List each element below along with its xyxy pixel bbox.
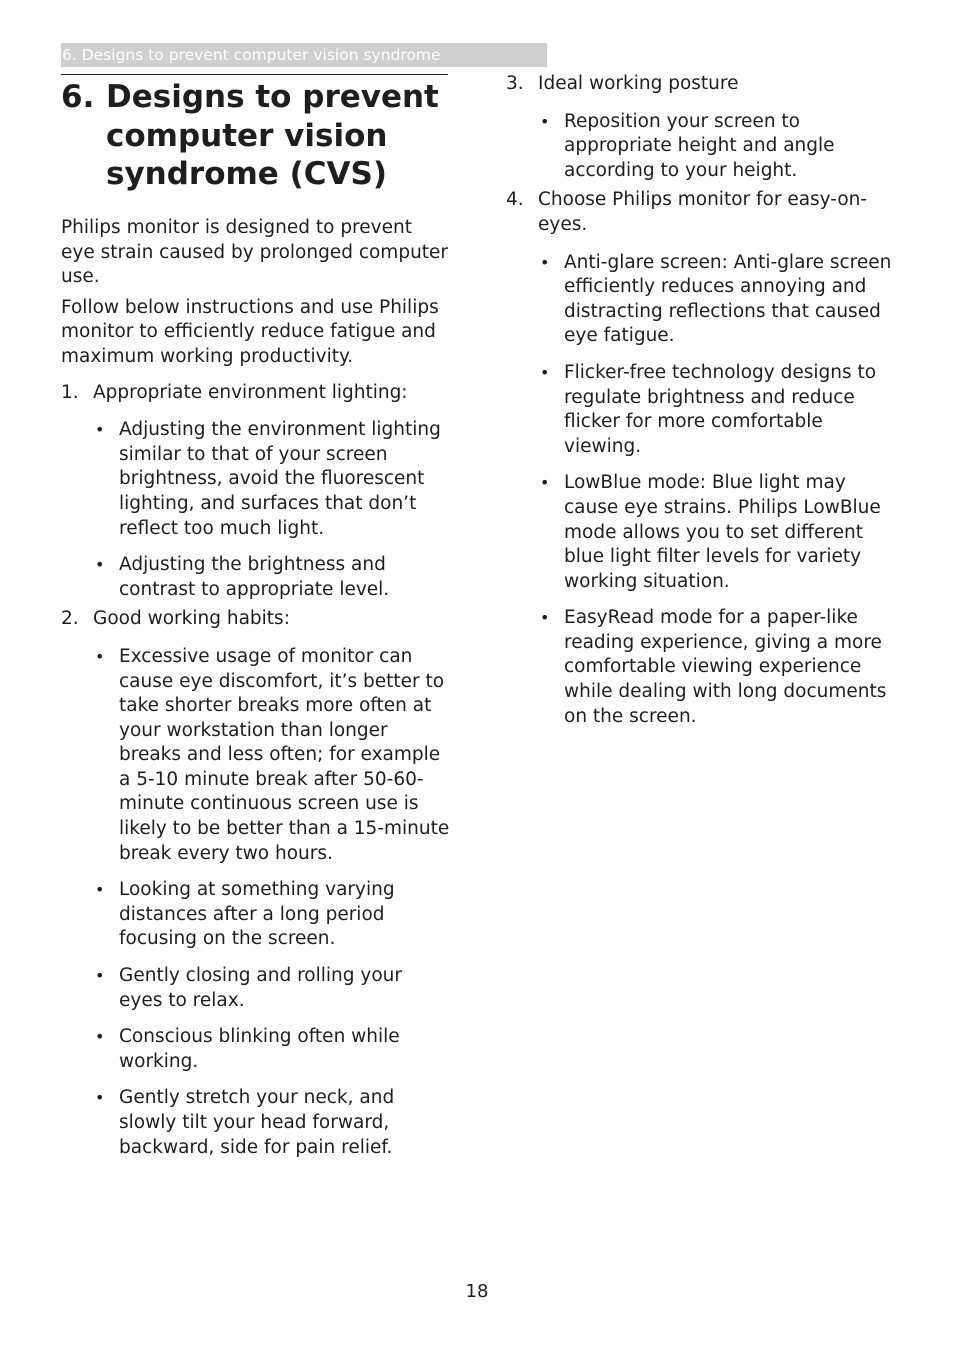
bullet-item [506, 471, 898, 594]
bullet-icon: • [540, 608, 550, 628]
bullet-text: Adjusting the brightness and contrast to appropriate level. [119, 554, 390, 600]
bullet-icon: • [95, 1027, 105, 1047]
bullet-item [61, 553, 451, 602]
bullet-text: Adjusting the environment lighting similar to that of your screen brightness, avoid the fluorescent lighting, and surfaces that don’t reflect too much light. [119, 419, 441, 539]
list-item-label: Appropriate environment lighting: [93, 381, 408, 403]
bullet-text: Looking at something varying distances after a long period focusing on the screen. [119, 879, 395, 950]
bullet-text: Reposition your screen to appropriate height and angle according to your height. [564, 110, 835, 181]
bullet-icon: • [95, 555, 105, 575]
bullet-icon: • [540, 252, 550, 272]
bullet-item [506, 110, 898, 184]
section-title: Designs to prevent computer vision syndrome (CVS) [106, 79, 439, 192]
bullet-icon: • [95, 646, 105, 666]
section-number: 6. [61, 79, 95, 115]
running-header: 6. Designs to prevent computer vision syndrome [61, 43, 547, 67]
bullet-text: Gently closing and rolling your eyes to relax. [119, 965, 402, 1011]
bullet-list [61, 418, 451, 602]
bullet-icon: • [95, 880, 105, 900]
page-title [61, 78, 446, 194]
list-item-label: Ideal working posture [538, 73, 739, 94]
right-column [506, 72, 898, 741]
bullet-item [61, 1086, 451, 1160]
bullet-item [506, 251, 898, 349]
list-item-heading [506, 72, 898, 97]
list-item-heading [61, 381, 451, 406]
bullet-item [61, 418, 451, 541]
bullet-list [61, 645, 451, 1160]
bullet-text: LowBlue mode: Blue light may cause eye strains. Philips LowBlue mode allows you to set different blue light filter levels for variety working situation. [564, 472, 881, 592]
list-item-label: Good working habits: [93, 608, 290, 630]
bullet-item [61, 964, 451, 1013]
bullet-text: EasyRead mode for a paper-like reading experience, giving a more comfortable viewing experience while dealing with long documents on the screen. [564, 607, 887, 727]
list-item-number: 4. [506, 189, 524, 211]
bullet-list [506, 110, 898, 184]
list-item-number: 2. [61, 608, 79, 630]
list-item-number: 1. [61, 381, 79, 403]
bullet-text: Flicker-free technology designs to regulate brightness and reduce flicker for more comfortable viewing. [564, 361, 877, 457]
bullet-text: Gently stretch your neck, and slowly tilt your head forward, backward, side for pain relief. [119, 1087, 395, 1158]
bullet-item [506, 361, 898, 459]
bullet-text: Anti-glare screen: Anti-glare screen efficiently reduces annoying and distracting reflections that caused eye fatigue. [564, 251, 892, 347]
bullet-item [506, 606, 898, 729]
bullet-text: Excessive usage of monitor can cause eye discomfort, it’s better to take shorter breaks more often at your workstation than longer breaks and less often; for example a 5-10 minute break after 50-60-minute continuous screen use is likely to be better than a 15-minute break every two hours. [119, 645, 450, 864]
bullet-icon: • [540, 362, 550, 382]
intro-paragraph: Follow below instructions and use Philips monitor to efficiently reduce fatigue and maximum working productivity. [61, 296, 439, 367]
intro-paragraph: Philips monitor is designed to prevent eye strain caused by prolonged computer use. [61, 217, 449, 288]
bullet-list [506, 251, 898, 730]
bullet-icon: • [540, 111, 550, 131]
bullet-item [61, 1025, 451, 1074]
list-item-heading [506, 188, 898, 237]
bullet-item [61, 878, 451, 952]
page-number: 18 [465, 1281, 489, 1302]
bullet-icon: • [540, 473, 550, 493]
bullet-icon: • [95, 966, 105, 986]
list-item-heading [61, 607, 451, 632]
bullet-icon: • [95, 420, 105, 440]
bullet-item [61, 645, 451, 866]
bullet-text: Conscious blinking often while working. [119, 1026, 400, 1072]
list-item-label: Choose Philips monitor for easy-on-eyes. [538, 189, 868, 235]
header-divider [61, 74, 448, 75]
left-column [61, 216, 451, 1172]
bullet-icon: • [95, 1088, 105, 1108]
list-item-number: 3. [506, 73, 524, 94]
